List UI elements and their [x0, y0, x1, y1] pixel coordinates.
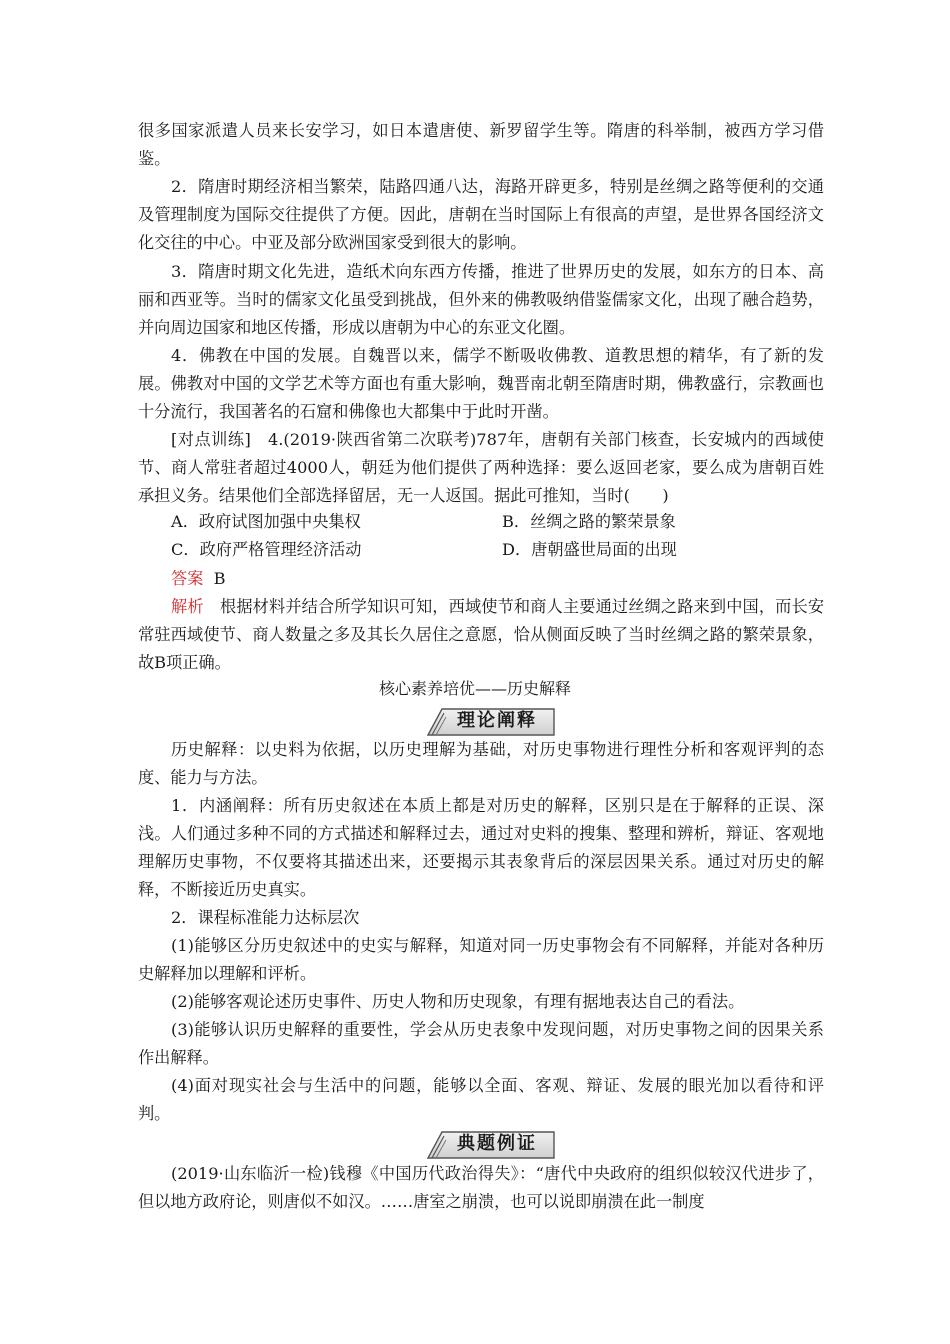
option-c: C．政府严格管理经济活动	[171, 540, 362, 559]
option-d: D．唐朝盛世局面的出现	[502, 540, 677, 559]
paragraph-4: 4．佛教在中国的发展。自魏晋以来，儒学不断吸收佛教、道教思想的精华，有了新的发展。佛教对中国的文学艺术等方面也有重大影响，魏晋南北朝至隋唐时期，佛教盛行，宗教画也十分流行，我国著名的石窟和佛像也大都集中于此时开凿。	[138, 346, 824, 421]
theory-item-2: 2．课程标准能力达标层次	[171, 908, 360, 927]
banner-example	[426, 1128, 558, 1160]
answer-value: B	[213, 569, 226, 588]
paragraph-2: 2．隋唐时期经济相当繁荣，陆路四通八达，海路开辟更多，特别是丝绸之路等便利的交通及管理制度为国际交往提供了方便。因此，唐朝在当时国际上有很高的声望，是世界各国经济文化交往的中心。中亚及部分欧洲国家受到很大的影响。	[138, 177, 824, 252]
banner-theory	[426, 705, 558, 737]
paragraph-3: 3．隋唐时期文化先进，造纸术向东西方传播，推进了世界历史的发展，如东方的日本、高丽和西亚等。当时的儒家文化虽受到挑战，但外来的佛教吸纳借鉴儒家文化，出现了融合趋势，并向周边国家和地区传播，形成以唐朝为中心的东亚文化圈。	[138, 262, 824, 337]
theory-sub-2: (2)能够客观论述历史事件、历史人物和历史现象，有理有据地表达自己的看法。	[171, 992, 745, 1011]
option-b: B．丝绸之路的繁荣景象	[502, 512, 676, 531]
section-title: 核心素养培优——历史解释	[378, 679, 571, 698]
theory-sub-1: (1)能够区分历史叙述中的史实与解释，知道对同一历史事物会有不同解释，并能对各种历史解释加以理解和评析。	[138, 936, 824, 983]
analysis-text: 根据材料并结合所学知识可知，西域使节和商人主要通过丝绸之路来到中国，而长安常驻西域使节、商人数量之多及其长久居住之意愿，恰从侧面反映了当时丝绸之路的繁荣景象，故B项正确。	[138, 597, 825, 672]
banner-theory-text: 理论阐释	[457, 710, 537, 731]
option-a: A．政府试图加强中央集权	[171, 512, 361, 531]
analysis-label: 解析	[171, 597, 204, 616]
banner-example-text: 典题例证	[457, 1133, 537, 1154]
theory-definition: 历史解释：以史料为依据，以历史理解为基础，对历史事物进行理性分析和客观评判的态度、能力与方法。	[138, 740, 824, 787]
question-stem: [对点训练] 4.(2019·陕西省第二次联考)787年，唐朝有关部门核查，长安城内的西域使节、商人常驻者超过4000人，朝廷为他们提供了两种选择：要么返回老家，要么成为唐朝百姓承担义务。结果他们全部选择留居，无一人返国。据此可推知，当时( )	[138, 430, 824, 505]
answer-line	[171, 565, 226, 593]
analysis-paragraph	[138, 593, 824, 677]
theory-sub-3: (3)能够认识历史解释的重要性，学会从历史表象中发现问题，对历史事物之间的因果关系作出解释。	[138, 1020, 824, 1067]
answer-label: 答案	[171, 569, 204, 588]
theory-sub-4: (4)面对现实社会与生活中的问题，能够以全面、客观、辩证、发展的眼光加以看待和评判。	[138, 1076, 824, 1123]
paragraph-1: 很多国家派遣人员来长安学习，如日本遣唐使、新罗留学生等。隋唐的科举制，被西方学习借鉴。	[138, 121, 824, 168]
example-paragraph: (2019·山东临沂一检)钱穆《中国历代政治得失》：“唐代中央政府的组织似较汉代进步了，但以地方政府论，则唐似不如汉。……唐室之崩溃，也可以说即崩溃在此一制度	[138, 1164, 824, 1211]
theory-item-1: 1．内涵阐释：所有历史叙述在本质上都是对历史的解释，区别只是在于解释的正误、深浅。人们通过多种不同的方式描述和解释过去，通过对史料的搜集、整理和辨析，辩证、客观地理解历史事物，不仅要将其描述出来，还要揭示其表象背后的深层因果关系。通过对历史的解释，不断接近历史真实。	[138, 796, 824, 899]
